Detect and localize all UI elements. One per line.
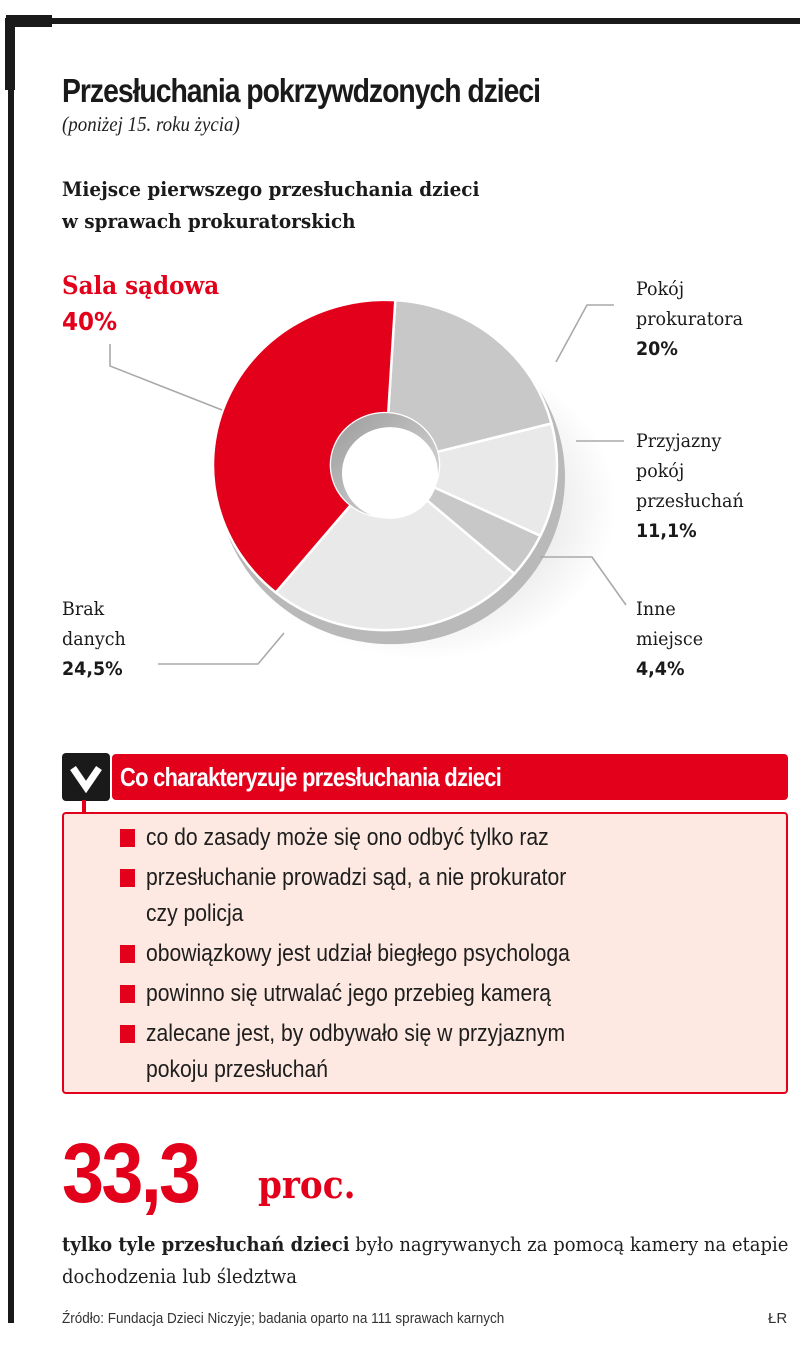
chevron-down-icon bbox=[62, 753, 110, 801]
slice-name-line: Przyjazny bbox=[636, 430, 722, 452]
slice-name-line: Pokój bbox=[636, 278, 685, 300]
highlight-bold-text: tylko tyle przesłuchań dzieci bbox=[62, 1232, 350, 1256]
highlight-rest-text: było nagrywanych za pomocą kamery na etapie dochodzenia lub śledztwa bbox=[62, 1232, 789, 1288]
leader-line-sala-sadowa bbox=[110, 344, 222, 410]
slice-label-inne-miejsce bbox=[636, 594, 703, 684]
slice-name-line: pokój bbox=[636, 460, 685, 482]
page-subtitle: (poniżej 15. roku życia) bbox=[62, 112, 240, 136]
slice-name-line: przesłuchań bbox=[636, 490, 744, 512]
highlight-description bbox=[62, 1228, 800, 1292]
slice-name: Sala sądowa bbox=[62, 271, 220, 300]
slice-name-line: danych bbox=[62, 628, 126, 650]
highlight-unit: proc. bbox=[258, 1162, 356, 1207]
leader-line-pokoj-prokuratora bbox=[556, 305, 614, 362]
slice-value: 11,1% bbox=[636, 520, 697, 542]
list-item: co do zasady może się ono odbyć tylko raz bbox=[120, 820, 805, 856]
author-initials: ŁR bbox=[768, 1310, 788, 1327]
slice-value: 24,5% bbox=[62, 658, 123, 680]
page-title: Przesłuchania pokrzywdzonych dzieci bbox=[62, 72, 541, 109]
info-box-list bbox=[120, 820, 805, 1092]
slice-label-brak-danych bbox=[62, 594, 126, 684]
bullet-square-icon bbox=[120, 829, 135, 847]
leader-line-brak-danych bbox=[158, 633, 284, 664]
list-item: obowiązkowy jest udział biegłego psychologa bbox=[120, 936, 805, 972]
list-item: przesłuchanie prowadzi sąd, a nie prokurator czy policja bbox=[120, 860, 805, 932]
list-item: powinno się utrwalać jego przebieg kamerą bbox=[120, 976, 805, 1012]
slice-name-line: Inne bbox=[636, 598, 676, 620]
slice-value: 20% bbox=[636, 338, 678, 360]
bullet-square-icon bbox=[120, 869, 135, 887]
chart-heading-line-2: w sprawach prokuratorskich bbox=[62, 209, 356, 233]
slice-name-line: miejsce bbox=[636, 628, 704, 650]
slice-label-pokoj-prokuratora bbox=[636, 274, 743, 364]
donut-hole-center bbox=[342, 427, 438, 519]
bullet-square-icon bbox=[120, 985, 135, 1003]
bullet-square-icon bbox=[120, 945, 135, 963]
slice-value: 40% bbox=[62, 307, 118, 336]
source-note: Źródło: Fundacja Dzieci Niczyje; badania oparto na 111 sprawach karnych bbox=[62, 1310, 505, 1327]
chart-heading-line-1: Miejsce pierwszego przesłuchania dzieci bbox=[62, 177, 480, 201]
slice-name-line: Brak bbox=[62, 598, 105, 620]
slice-value: 4,4% bbox=[636, 658, 685, 680]
info-box-title: Co charakteryzuje przesłuchania dzieci bbox=[120, 762, 502, 792]
highlight-number: 33,3 bbox=[62, 1126, 199, 1220]
slice-name-line: prokuratora bbox=[636, 308, 744, 330]
slice-label-sala-sadowa bbox=[62, 268, 219, 340]
bullet-square-icon bbox=[120, 1025, 135, 1043]
list-item: zalecane jest, by odbywało się w przyjaznym pokoju przesłuchań bbox=[120, 1016, 805, 1088]
chevron-badge bbox=[62, 753, 110, 801]
slice-label-przyjazny-pokoj bbox=[636, 426, 744, 546]
